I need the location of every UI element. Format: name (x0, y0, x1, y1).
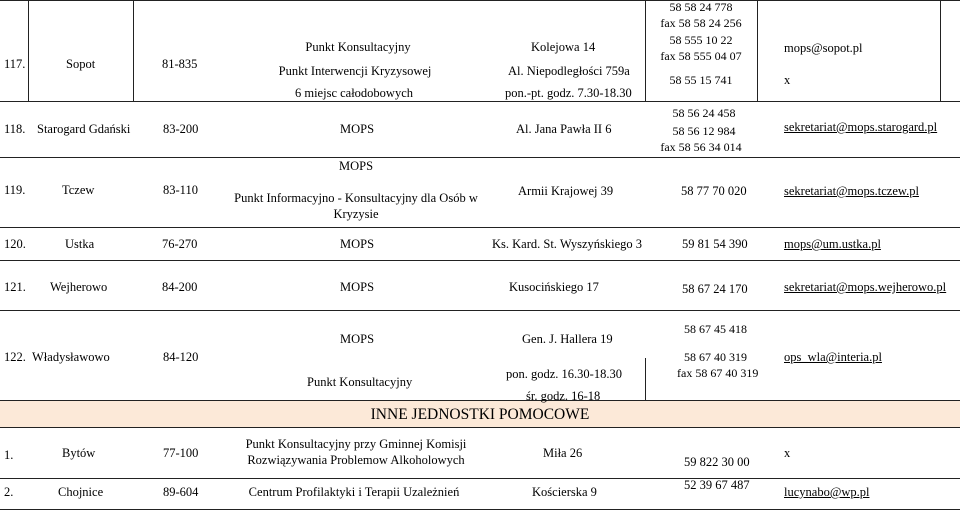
row-number: 120. (4, 237, 26, 251)
phone: 58 55 15 741 (669, 73, 733, 87)
phone: 58 67 24 170 (682, 282, 748, 296)
unit-name: Rozwiązywania Problemow Alkoholowych (247, 453, 465, 467)
unit-name: Punkt Interwencji Kryzysowej (278, 64, 432, 78)
city: Sopot (66, 57, 96, 71)
address: Kościerska 9 (532, 485, 597, 499)
address: Al. Jana Pawła II 6 (516, 122, 612, 136)
email-link[interactable]: mops@um.ustka.pl (784, 237, 881, 251)
row-number: 119. (4, 183, 26, 197)
row-number: 2. (4, 485, 14, 499)
unit-name: Punkt Konsultacyjny przy Gminnej Komisji (245, 437, 467, 451)
unit-name: Punkt Konsultacyjny (307, 375, 413, 389)
phone: 58 56 24 458 (672, 106, 736, 120)
unit-name: Punkt Informacyjno - Konsultacyjny dla Osób w (234, 191, 478, 205)
phone: 58 67 40 319 (684, 350, 747, 364)
unit-name: Kryzysie (333, 207, 379, 221)
row-number: 121. (4, 280, 26, 294)
zip-code: 89-604 (163, 485, 199, 499)
address: Armii Krajowej 39 (518, 184, 614, 198)
email-link[interactable]: sekretariat@mops.starogard.pl (784, 120, 938, 134)
phone: 58 56 12 984 (672, 124, 736, 138)
row-number: 1. (4, 448, 14, 462)
city: Ustka (65, 237, 95, 251)
city: Władysławowo (32, 350, 110, 364)
unit-name: MOPS (340, 280, 375, 294)
email-link[interactable]: sekretariat@mops.tczew.pl (784, 184, 919, 198)
city: Bytów (62, 446, 96, 460)
email-link[interactable]: lucynabo@wp.pl (784, 485, 870, 499)
phone: 58 555 10 22 (669, 33, 733, 47)
zip-code: 77-100 (163, 446, 199, 460)
address: Ks. Kard. St. Wyszyńskiego 3 (492, 237, 643, 251)
row-number: 118. (4, 122, 26, 136)
phone: 59 81 54 390 (682, 237, 748, 251)
fax: fax 58 67 40 319 (677, 366, 759, 380)
unit-name: MOPS (338, 159, 374, 173)
city: Wejherowo (50, 280, 108, 294)
row-number: 117. (4, 57, 26, 71)
phone: 58 58 24 778 (669, 0, 733, 14)
unit-note: 6 miejsc całodobowych (294, 86, 414, 100)
fax: fax 58 555 04 07 (660, 49, 742, 63)
unit-name: MOPS (340, 122, 375, 136)
address: Kusocińskiego 17 (509, 280, 599, 294)
unit-name: MOPS (340, 332, 375, 346)
address: Miła 26 (543, 446, 583, 460)
address: Kolejowa 14 (531, 40, 596, 54)
city: Tczew (62, 183, 95, 197)
email-placeholder: x (784, 446, 791, 460)
zip-code: 84-120 (163, 350, 199, 364)
phone: 58 67 45 418 (684, 322, 747, 336)
unit-name: MOPS (340, 237, 375, 251)
unit-name: Centrum Profilaktyki i Terapii Uzależnień (248, 485, 460, 499)
zip-code: 81-835 (162, 57, 198, 71)
zip-code: 83-110 (163, 183, 198, 197)
email-link[interactable]: sekretariat@mops.wejherowo.pl (784, 280, 947, 294)
opening-hours: pon.-pt. godz. 7.30-18.30 (505, 86, 632, 100)
unit-name: Punkt Konsultacyjny (305, 40, 411, 54)
opening-hours: śr. godz. 16-18 (526, 389, 601, 403)
opening-hours: pon. godz. 16.30-18.30 (506, 367, 622, 381)
fax: fax 58 56 34 014 (660, 140, 742, 154)
row-number: 122. (4, 350, 26, 364)
zip-code: 84-200 (162, 280, 198, 294)
phone: 59 822 30 00 (684, 455, 750, 469)
zip-code: 76-270 (162, 237, 198, 251)
zip-code: 83-200 (163, 122, 199, 136)
phone: 52 39 67 487 (684, 478, 750, 492)
fax: fax 58 58 24 256 (660, 16, 742, 30)
phone: 58 77 70 020 (681, 184, 747, 198)
email-placeholder: x (784, 73, 791, 87)
address: Al. Niepodległości 759a (508, 64, 630, 78)
city: Starogard Gdański (37, 122, 131, 136)
city: Chojnice (58, 485, 104, 499)
email-link[interactable]: mops@sopot.pl (784, 41, 863, 55)
email-link[interactable]: ops_wla@interia.pl (784, 350, 882, 364)
section-header: INNE JEDNOSTKI POMOCOWE (370, 406, 590, 423)
address: Gen. J. Hallera 19 (522, 332, 613, 346)
